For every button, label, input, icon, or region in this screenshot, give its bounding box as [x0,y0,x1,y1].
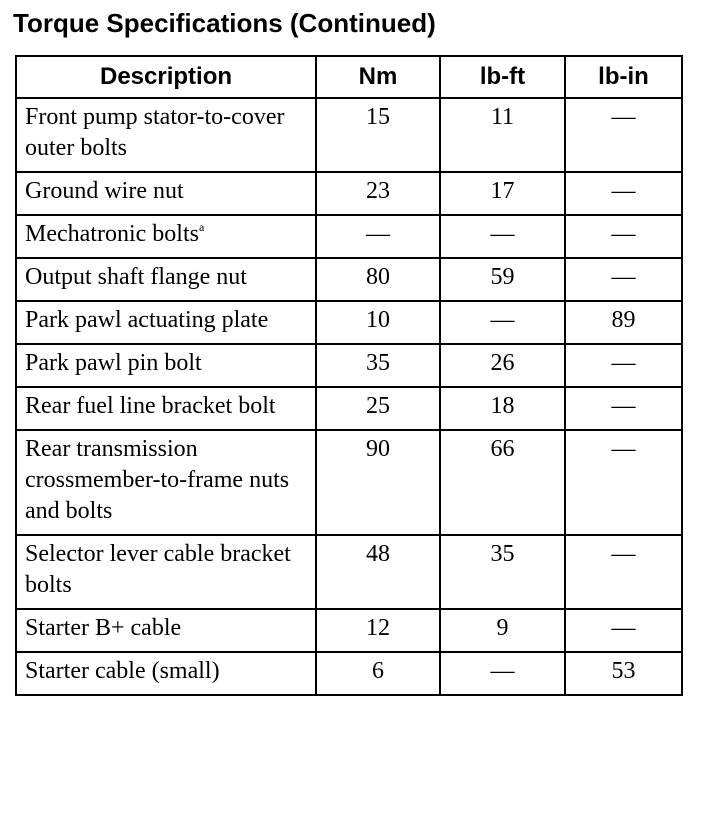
row-description [16,172,316,215]
row-lb-in: — [565,609,682,652]
row-description-text: Mechatronic bolts [25,221,199,247]
table-row [16,172,682,215]
row-lb-ft: 59 [440,258,565,301]
row-description [16,98,316,172]
row-lb-ft: 35 [440,535,565,609]
row-nm: 10 [316,301,440,344]
torque-specifications-table [15,55,683,696]
table-header-row [16,56,682,98]
table-row [16,609,682,652]
row-description [16,609,316,652]
row-nm: 12 [316,609,440,652]
row-lb-ft: — [440,215,565,258]
table-row [16,301,682,344]
row-nm: 80 [316,258,440,301]
table-row [16,430,682,535]
row-lb-in: — [565,535,682,609]
row-lb-in: — [565,172,682,215]
table-row [16,215,682,258]
table-row [16,344,682,387]
row-description [16,258,316,301]
row-lb-ft: 11 [440,98,565,172]
row-description-text: Rear fuel line bracket bolt [25,393,276,419]
row-description-text: Starter cable (small) [25,658,220,684]
page-title: Torque Specifications (Continued) [13,8,436,38]
row-lb-in: 89 [565,301,682,344]
row-lb-in: — [565,344,682,387]
row-description-text: Output shaft flange nut [25,264,247,290]
table-row [16,535,682,609]
row-nm: 48 [316,535,440,609]
row-nm: 6 [316,652,440,695]
row-lb-ft: — [440,301,565,344]
header-lb-ft: lb-ft [440,56,565,98]
row-description [16,387,316,430]
table-row [16,98,682,172]
row-lb-in: — [565,387,682,430]
row-nm: 23 [316,172,440,215]
header-description: Description [16,56,316,98]
row-description-text: Rear transmission crossmember-to-frame nuts and bolts [25,436,290,524]
row-nm: 15 [316,98,440,172]
row-description-text: Starter B+ cable [25,615,182,641]
row-description [16,652,316,695]
row-lb-ft: 26 [440,344,565,387]
row-nm: 25 [316,387,440,430]
row-description [16,535,316,609]
row-description-text: Front pump stator-to-cover outer bolts [25,104,285,161]
header-nm: Nm [316,56,440,98]
row-nm: 35 [316,344,440,387]
row-lb-in: — [565,430,682,535]
row-description [16,430,316,535]
row-nm: 90 [316,430,440,535]
footnote-marker: a [198,220,205,234]
row-description-text: Ground wire nut [25,178,184,204]
row-lb-ft: — [440,652,565,695]
row-nm: — [316,215,440,258]
table-row [16,652,682,695]
row-description [16,344,316,387]
row-lb-in: — [565,98,682,172]
row-lb-ft: 66 [440,430,565,535]
table-row [16,387,682,430]
row-lb-ft: 18 [440,387,565,430]
row-description-text: Park pawl pin bolt [25,350,202,376]
row-lb-in: — [565,258,682,301]
row-lb-ft: 17 [440,172,565,215]
row-description [16,215,316,258]
row-lb-in: 53 [565,652,682,695]
table-row [16,258,682,301]
row-description-text: Park pawl actuating plate [25,307,269,333]
row-lb-ft: 9 [440,609,565,652]
row-description-text: Selector lever cable bracket bolts [25,541,291,598]
row-lb-in: — [565,215,682,258]
row-description [16,301,316,344]
header-lb-in: lb-in [565,56,682,98]
